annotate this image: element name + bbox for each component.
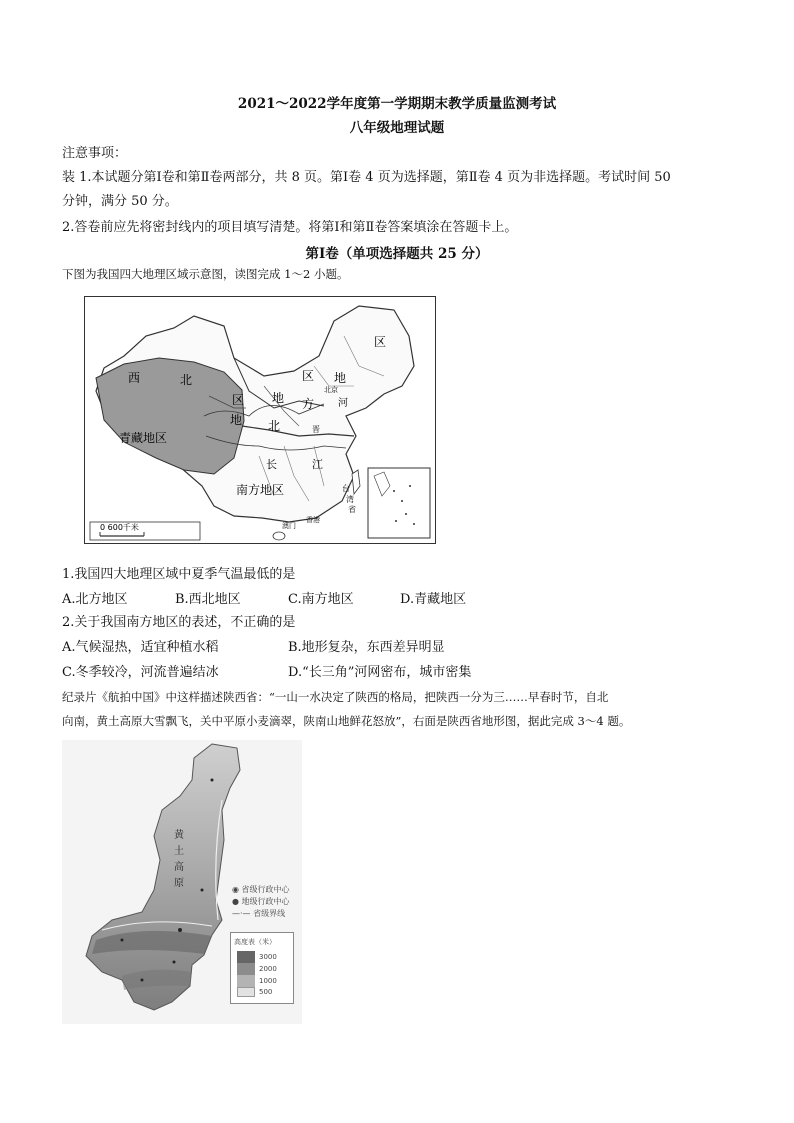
question-1-stem: 1.我国四大地理区域中夏季气温最低的是 <box>62 567 296 582</box>
city-dot-icon: ● <box>232 897 239 906</box>
label-xi: 西 <box>128 371 141 385</box>
label-bei: 北 <box>180 373 193 387</box>
label-qu-1: 区 <box>302 369 315 383</box>
label-nanfang: 南方地区 <box>236 483 285 497</box>
exam-title: 2021～2022学年度第一学期期末教学质量监测考试 <box>237 96 557 112</box>
label-yuan: 原 <box>174 878 184 889</box>
exam-subtitle: 八年级地理试题 <box>349 120 445 136</box>
label-di-1: 地 <box>334 371 347 385</box>
label-qu-2: 区 <box>374 335 387 349</box>
q2-option-d[interactable]: D.“长三角”河网密布，城市密集 <box>288 665 472 680</box>
elev-1000: 1000 <box>259 977 277 985</box>
label-sheng: 省 <box>348 505 356 514</box>
q1-option-b[interactable]: B.西北地区 <box>175 592 241 607</box>
label-qingzang: 青藏地区 <box>119 431 168 445</box>
capital-dot-icon: ◉ <box>232 885 239 894</box>
label-he: 河 <box>338 398 348 409</box>
label-di-3: 地 <box>272 391 285 405</box>
elevation-legend <box>230 932 294 1004</box>
label-beijing: 北京 <box>324 386 338 394</box>
label-jiang: 江 <box>312 458 323 471</box>
q2-option-c[interactable]: C.冬季较冷，河流普遍结冰 <box>62 665 219 680</box>
label-chang: 长 <box>266 458 277 471</box>
legend-city: ● 地级行政中心 <box>232 897 290 906</box>
notice-heading: 注意事项： <box>62 146 128 161</box>
legend-capital: ◉ 省级行政中心 <box>232 885 290 894</box>
label-fang: 方 <box>302 397 315 411</box>
passage-line2: 向南，黄土高原大雪飘飞，关中平原小麦滴翠，陕南山地鲜花怒放”，右面是陕西省地形图，据此完成 3～4 题。 <box>62 714 631 728</box>
question-2-stem: 2.关于我国南方地区的表述，不正确的是 <box>62 615 296 630</box>
elev-500: 500 <box>259 988 273 996</box>
elev-3000: 3000 <box>259 953 277 961</box>
map2-legend <box>232 884 290 920</box>
q1-option-c[interactable]: C.南方地区 <box>288 592 354 607</box>
label-wan: 湾 <box>346 495 354 504</box>
q1-option-a[interactable]: A.北方地区 <box>62 592 128 607</box>
label-tai: 台 <box>342 484 350 493</box>
q2-option-b[interactable]: B.地形复杂，东西差异明显 <box>288 640 445 655</box>
label-tu: 土 <box>174 846 184 857</box>
label-bei-2: 北 <box>268 419 281 433</box>
label-aomen: 澳门 <box>282 522 296 530</box>
elev-2000: 2000 <box>259 965 277 973</box>
south-china-sea-inset <box>368 468 430 538</box>
label-di-2: 地 <box>230 413 243 427</box>
label-qu-3: 区 <box>232 393 245 407</box>
notice-item2: 2.答卷前应先将密封线内的项目填写清楚。将第Ⅰ和第Ⅱ卷答案填涂在答题卡上。 <box>62 220 518 235</box>
q1-option-d[interactable]: D.青藏地区 <box>400 592 467 607</box>
border-line-icon: —·— <box>232 909 251 918</box>
notice-item1-line2: 分钟，满分 50 分。 <box>62 194 178 209</box>
label-huang: 黄 <box>174 830 184 841</box>
legend-border: —·— 省级界线 <box>232 909 286 918</box>
label-xianggang: 香港 <box>306 516 320 524</box>
section1-intro: 下图为我国四大地理区域示意图，读图完成 1～2 小题。 <box>62 267 349 281</box>
section1-title: 第Ⅰ卷（单项选择题共 25 分） <box>305 246 489 262</box>
notice-item1-line1: 装 1.本试题分第Ⅰ卷和第Ⅱ卷两部分，共 8 页。第Ⅰ卷 4 页为选择题，第Ⅱ卷 4 页为非选择题。考试时间 50 <box>62 170 671 185</box>
q2-option-a[interactable]: A.气候湿热，适宜种植水稻 <box>62 640 219 655</box>
passage-line1: 纪录片《航拍中国》中这样描述陕西省：“一山一水决定了陕西的格局，把陕西一分为三……早春时节，自北 <box>62 690 609 704</box>
label-jin: 晋 <box>312 425 320 434</box>
china-regions-map <box>84 296 436 544</box>
label-gao: 高 <box>174 862 184 873</box>
elevation-legend-title: 高度表（米） <box>234 938 276 946</box>
scale-bar-label: 0 600千米 <box>100 523 139 532</box>
